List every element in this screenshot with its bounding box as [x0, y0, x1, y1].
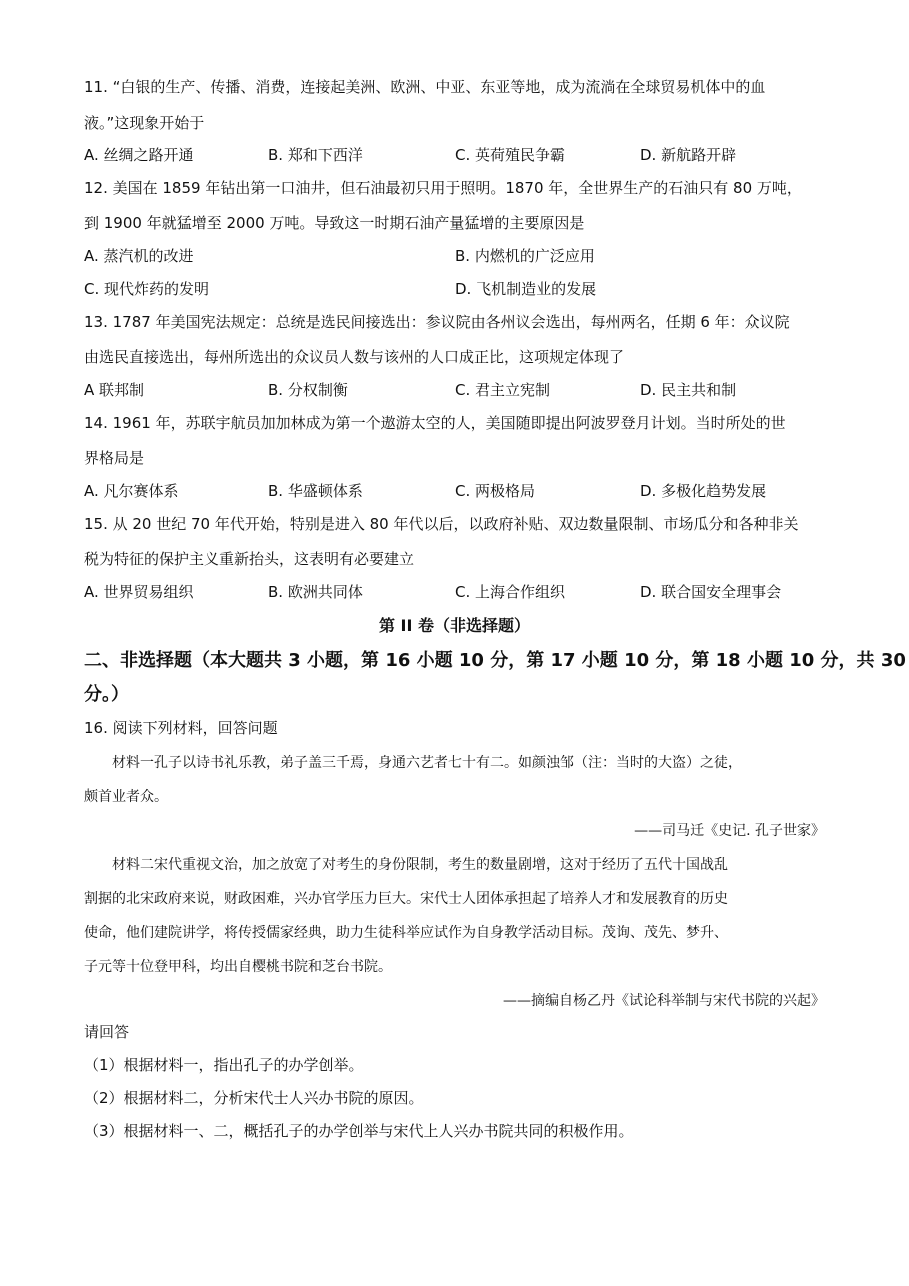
q14-stem-line1: 14. 1961 年，苏联宇航员加加林成为第一个遨游太空的人，美国随即提出阿波罗登月计划。当时所处的世 — [84, 414, 786, 432]
q12-stem-line1: 12. 美国在 1859 年钻出第一口油井，但石油最初只用于照明。1870 年，全世界生产的石油只有 80 万吨， — [84, 179, 802, 197]
q13-option-c: C. 君主立宪制 — [455, 381, 551, 399]
q16-sub1: （1）根据材料一，指出孔子的办学创举。 — [84, 1056, 364, 1074]
q15-stem-line2: 税为特征的保护主义重新抬头，这表明有必要建立 — [84, 550, 415, 568]
q15-option-b: B. 欧洲共同体 — [268, 583, 363, 601]
q12-option-d: D. 飞机制造业的发展 — [455, 280, 597, 298]
section-heading-line1: 二、非选择题（本大题共 3 小题，第 16 小题 10 分，第 17 小题 10 分，第 18 小题 10 分，共 30 — [84, 650, 906, 671]
q16-material2-line4: 子元等十位登甲科，均出自樱桃书院和芝台书院。 — [84, 959, 392, 975]
q12-stem-line2: 到 1900 年就猛增至 2000 万吨。导致这一时期石油产量猛增的主要原因是 — [84, 214, 585, 232]
q16-material2-line3: 使命，他们建院讲学，将传授儒家经典，助力生徒科举应试作为自身教学活动目标。茂询、茂先、梦升、 — [84, 925, 728, 941]
q11-stem-line1: 11. “白银的生产、传播、消费，连接起美洲、欧洲、中亚、东亚等地，成为流淌在全球贸易机体中的血 — [84, 78, 766, 96]
q16-material2-source: ——摘编自杨乙丹《试论科举制与宋代书院的兴起》 — [503, 993, 825, 1009]
q16-material2-line2: 割据的北宋政府来说，财政困难，兴办官学压力巨大。宋代士人团体承担起了培养人才和发展教育的历史 — [84, 891, 728, 907]
q16-material2-line1: 材料二宋代重视文治，加之放宽了对考生的身份限制，考生的数量剧增，这对于经历了五代十国战乱 — [112, 857, 728, 873]
q14-option-d: D. 多极化趋势发展 — [640, 482, 767, 500]
q16-material1-line1: 材料一孔子以诗书礼乐教，弟子盖三千焉，身通六艺者七十有二。如颜浊邹（注：当时的大盗）之徒， — [112, 755, 742, 771]
volume-title: 第 II 卷（非选择题） — [378, 616, 531, 635]
q11-stem-line2: 液。”这现象开始于 — [84, 114, 205, 132]
q14-stem-line2: 界格局是 — [84, 449, 145, 467]
q15-stem-line1: 15. 从 20 世纪 70 年代开始，特别是进入 80 年代以后，以政府补贴、双边数量限制、市场瓜分和各种非关 — [84, 515, 799, 533]
section-heading-line2: 分。） — [84, 684, 129, 705]
q13-stem-line2: 由选民直接选出，每州所选出的众议员人数与该州的人口成正比，这项规定体现了 — [84, 348, 625, 366]
q13-option-a: A 联邦制 — [84, 381, 145, 399]
q11-option-a: A. 丝绸之路开通 — [84, 146, 194, 164]
q11-option-b: B. 郑和下西洋 — [268, 146, 363, 164]
q16-material1-source: ——司马迁《史记. 孔子世家》 — [634, 823, 825, 839]
q15-option-a: A. 世界贸易组织 — [84, 583, 194, 601]
q13-stem-line1: 13. 1787 年美国宪法规定：总统是选民间接选出：参议院由各州议会选出，每州两名，任期 6 年：众议院 — [84, 313, 790, 331]
q15-option-d: D. 联合国安全理事会 — [640, 583, 782, 601]
q16-material1-line2: 颇首业者众。 — [84, 789, 168, 805]
q16-sub2: （2）根据材料二，分析宋代士人兴办书院的原因。 — [84, 1089, 424, 1107]
q16-sub3: （3）根据材料一、二，概括孔子的办学创举与宋代上人兴办书院共同的积极作用。 — [84, 1122, 634, 1140]
q16-intro: 16. 阅读下列材料，回答问题 — [84, 719, 278, 737]
q12-option-c: C. 现代炸药的发明 — [84, 280, 210, 298]
q14-option-a: A. 凡尔赛体系 — [84, 482, 179, 500]
q14-option-c: C. 两极格局 — [455, 482, 536, 500]
q14-option-b: B. 华盛顿体系 — [268, 482, 363, 500]
q15-option-c: C. 上海合作组织 — [455, 583, 566, 601]
q13-option-b: B. 分权制衡 — [268, 381, 348, 399]
q13-option-d: D. 民主共和制 — [640, 381, 737, 399]
q11-option-c: C. 英荷殖民争霸 — [455, 146, 566, 164]
q12-option-a: A. 蒸汽机的改进 — [84, 247, 194, 265]
q16-ask: 请回答 — [84, 1023, 130, 1041]
q11-option-d: D. 新航路开辟 — [640, 146, 737, 164]
q12-option-b: B. 内燃机的广泛应用 — [455, 247, 595, 265]
